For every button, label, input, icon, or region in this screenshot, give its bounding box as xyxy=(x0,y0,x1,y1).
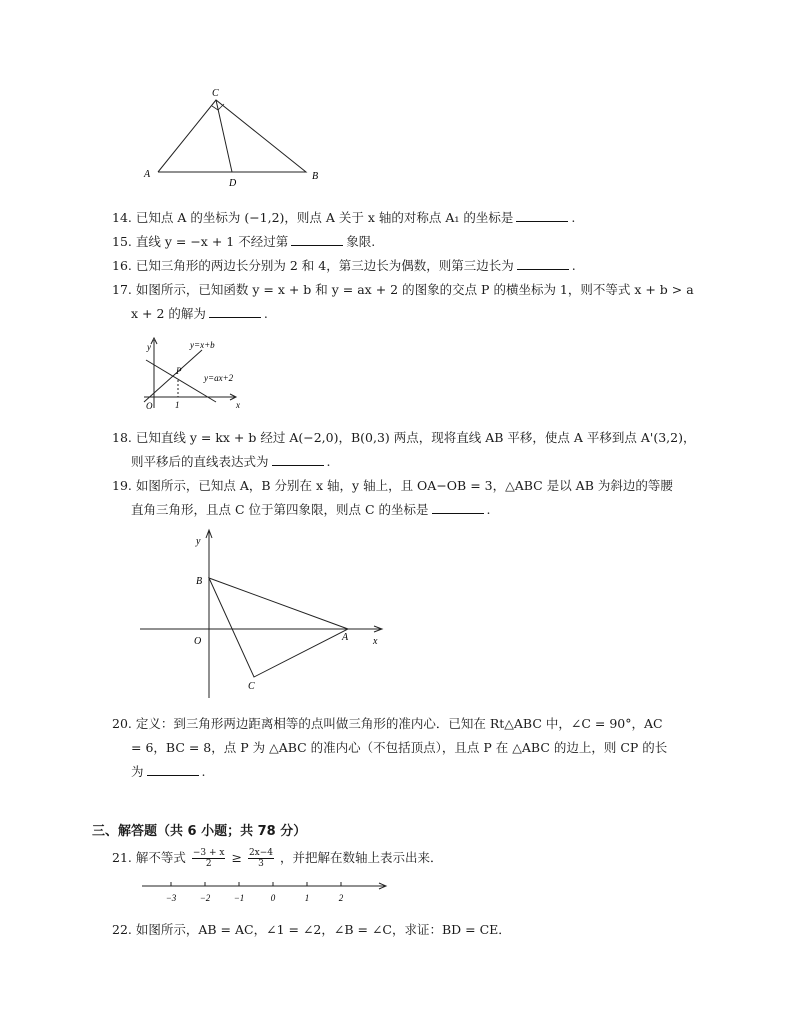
q16-number: 16. xyxy=(112,258,132,273)
section-3-title: 三、解答题（共 6 小题；共 78 分） xyxy=(92,824,307,839)
frac1-numerator: −3 + x xyxy=(192,848,225,858)
q17-line2-text: x + 2 的解为 xyxy=(131,306,206,321)
q21-pre: 解不等式 xyxy=(135,850,186,865)
question-18-line2 xyxy=(131,454,331,470)
fig19-c-label: C xyxy=(248,681,255,692)
q14-number: 14. xyxy=(112,210,132,225)
fig19-o-label: O xyxy=(194,636,202,647)
q19-end: . xyxy=(486,502,491,517)
frac2-numerator: 2x−4 xyxy=(248,848,274,858)
fig17-eq2: y=ax+2 xyxy=(204,373,234,383)
fig17-x-label: x xyxy=(236,400,240,410)
q15-number: 15. xyxy=(112,234,132,249)
question-16 xyxy=(112,258,576,274)
q19-line1: 如图所示，已知点 A，B 分别在 x 轴，y 轴上，且 OA−OB = 3，△ABC 是以 AB 为斜边的等腰 xyxy=(135,478,673,493)
frac2-denominator: 3 xyxy=(258,859,264,869)
frac1-denominator: 2 xyxy=(205,859,212,869)
question-15 xyxy=(112,234,375,250)
q17-number: 17. xyxy=(112,282,132,297)
q21-post: ，并把解在数轴上表示出来． xyxy=(280,850,443,865)
q15-end: 象限. xyxy=(346,234,376,249)
number-line xyxy=(138,876,398,906)
fig17-eq1: y=x+b xyxy=(190,340,215,350)
q20-line3-text: 为 xyxy=(131,764,144,779)
q17-end: . xyxy=(263,306,268,321)
q18-blank[interactable] xyxy=(272,454,324,466)
label-a: A xyxy=(144,169,151,180)
q20-blank[interactable] xyxy=(147,764,199,776)
q16-blank[interactable] xyxy=(517,258,569,270)
q18-end: . xyxy=(326,454,331,469)
q18-number: 18. xyxy=(112,430,132,445)
q21-number: 21. xyxy=(112,850,132,865)
question-20 xyxy=(112,716,663,732)
fig19-y-label: y xyxy=(196,536,201,547)
q17-line1: 如图所示，已知函数 y = x + b 和 y = ax + 2 的图象的交点 P 的横坐标为 1，则不等式 x + b > a xyxy=(135,282,694,297)
number-line-tick-label: 1 xyxy=(304,893,310,903)
label-d: D xyxy=(229,178,237,189)
q19-number: 19. xyxy=(112,478,132,493)
q15-text: 直线 y = −x + 1 不经过第 xyxy=(135,234,289,249)
fig19-a-label: A xyxy=(342,632,349,643)
number-line-tick-label: −1 xyxy=(233,893,245,903)
q18-line1: 已知直线 y = kx + b 经过 A(−2,0)，B(0,3) 两点，现将直线 AB 平移，使点 A 平移到点 A'(3,2)， xyxy=(135,430,696,445)
q21-fraction-2 xyxy=(248,848,274,869)
fig19-x-label: x xyxy=(373,636,378,647)
number-line-tick-label: 0 xyxy=(270,893,276,903)
q21-fraction-1 xyxy=(192,848,226,869)
question-17 xyxy=(112,282,694,298)
fig19-b-label: B xyxy=(196,576,203,587)
q16-text: 已知三角形的两边长分别为 2 和 4，第三边长为偶数，则第三边长为 xyxy=(135,258,514,273)
number-line-tick-label: −3 xyxy=(165,893,177,903)
q19-line2-text: 直角三角形，且点 C 位于第四象限，则点 C 的坐标是 xyxy=(131,502,429,517)
question-14 xyxy=(112,210,575,226)
question-19-line2 xyxy=(131,502,491,518)
q20-line2-text: = 6，BC = 8，点 P 为 △ABC 的准内心（不包括顶点），且点 P 在 △ABC 的边上，则 CP 的长 xyxy=(131,740,668,755)
number-line-tick-label: −2 xyxy=(199,893,211,903)
question-20-line2 xyxy=(131,740,667,756)
fig17-p-label: P xyxy=(176,366,182,376)
q16-end: . xyxy=(571,258,576,273)
fig17-y-label: y xyxy=(147,342,151,352)
q19-blank[interactable] xyxy=(432,502,484,514)
question-19 xyxy=(112,478,673,494)
question-22 xyxy=(112,922,511,938)
question-18 xyxy=(112,430,695,446)
q20-end: . xyxy=(201,764,206,779)
label-b: B xyxy=(312,171,319,182)
label-c: C xyxy=(212,88,219,99)
q18-line2-text: 则平移后的直线表达式为 xyxy=(131,454,269,469)
q19-graph-figure xyxy=(136,526,396,706)
q15-blank[interactable] xyxy=(291,234,343,246)
q20-number: 20. xyxy=(112,716,132,731)
q14-text: 已知点 A 的坐标为 (−1,2)，则点 A 关于 x 轴的对称点 A₁ 的坐标是 xyxy=(135,210,514,225)
fig17-o-label: O xyxy=(146,401,153,411)
triangle-abc-figure xyxy=(140,82,340,192)
q14-blank[interactable] xyxy=(516,210,568,222)
q22-number: 22. xyxy=(112,922,132,937)
fig17-one-label: 1 xyxy=(175,400,180,410)
q20-line1: 定义：到三角形两边距离相等的点叫做三角形的准内心．已知在 Rt△ABC 中，∠C = 90°，AC xyxy=(135,716,663,731)
question-17-line2 xyxy=(131,306,268,322)
q17-graph-figure xyxy=(140,336,250,414)
q21-ge: ≥ xyxy=(231,850,242,865)
q14-end: . xyxy=(571,210,576,225)
number-line-tick-label: 2 xyxy=(338,893,344,903)
question-20-line3 xyxy=(131,764,206,780)
q22-text: 如图所示，AB = AC，∠1 = ∠2，∠B = ∠C，求证：BD = CE． xyxy=(135,922,511,937)
q17-blank[interactable] xyxy=(209,306,261,318)
question-21 xyxy=(112,848,443,869)
